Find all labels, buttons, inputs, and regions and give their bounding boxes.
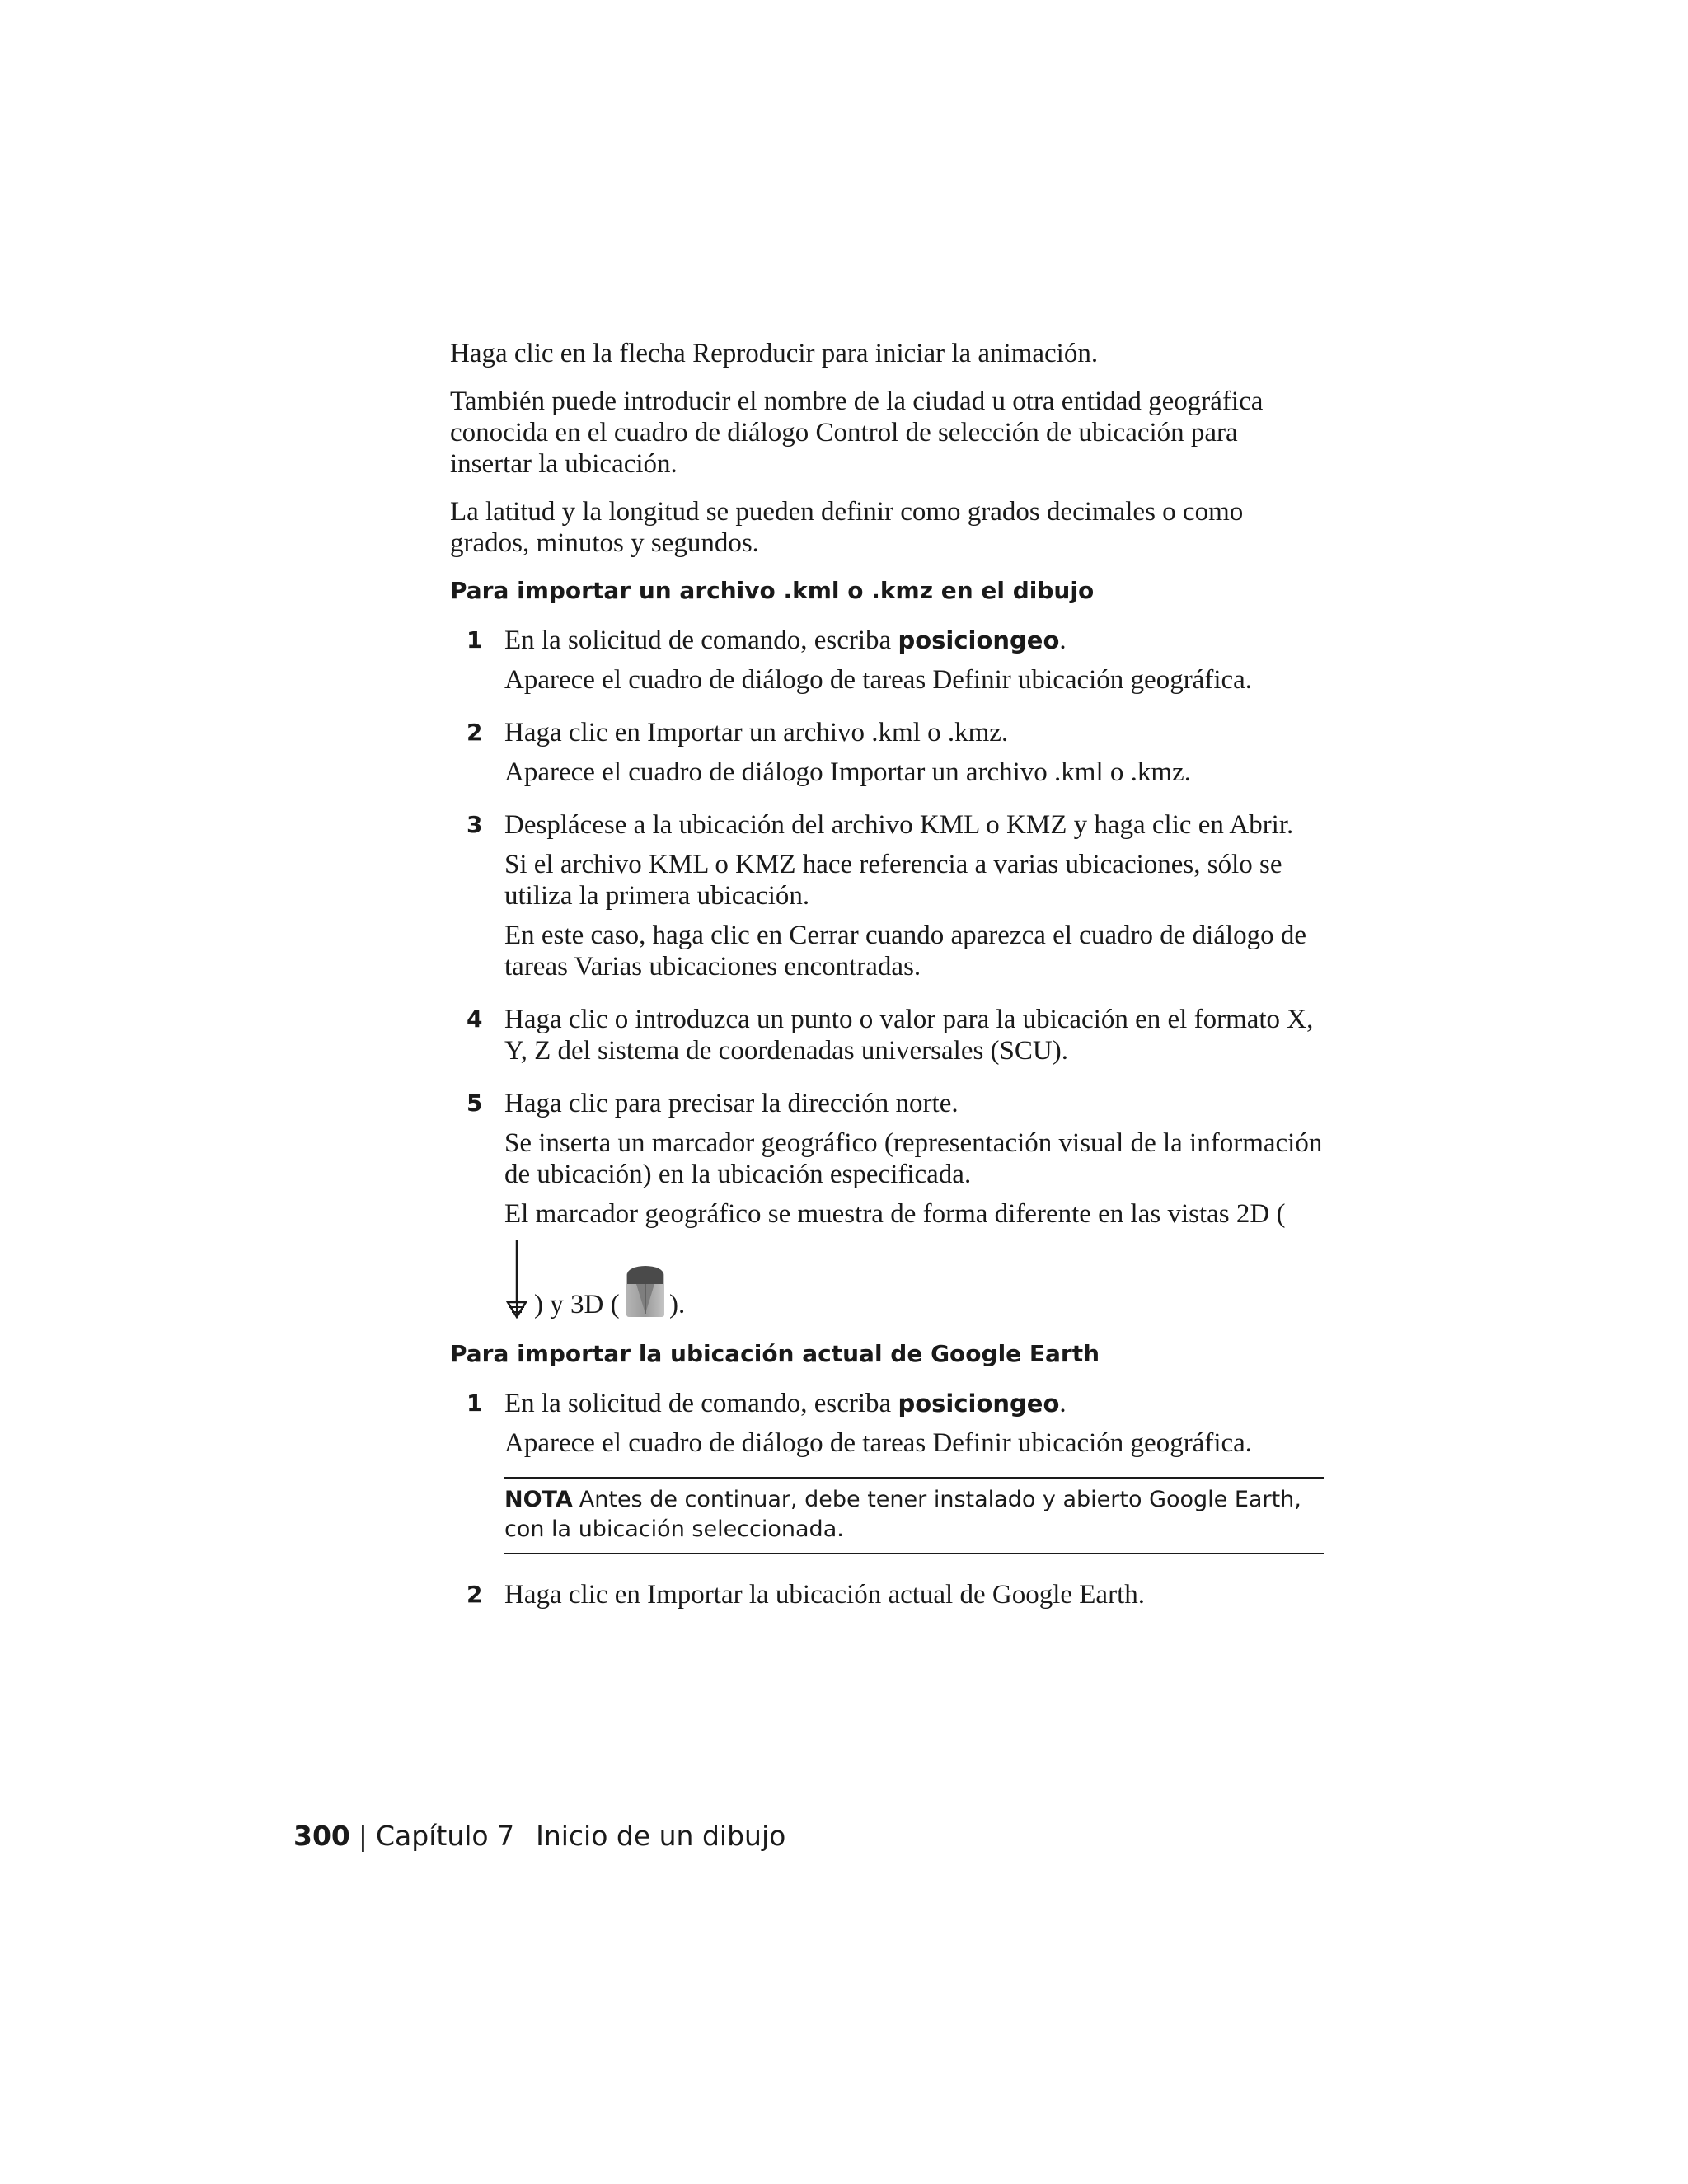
procedure-steps-kml bbox=[450, 625, 1324, 1319]
step-text: Desplácese a la ubicación del archivo KML o KMZ y haga clic en Abrir. bbox=[504, 810, 1294, 840]
step-item bbox=[450, 1088, 1324, 1319]
geo-marker-2d-icon bbox=[504, 1240, 532, 1320]
marker-icons-line bbox=[504, 1233, 1324, 1319]
step-text: Haga clic o introduzca un punto o valor para la ubicación en el formato X, Y, Z del sistema de coordenadas universales (SCU). bbox=[504, 1005, 1314, 1066]
command-name: posiciongeo bbox=[898, 626, 1060, 654]
step-result: Aparece el cuadro de diálogo de tareas Definir ubicación geográfica. bbox=[504, 1428, 1253, 1458]
step-item bbox=[450, 1579, 1324, 1610]
command-name: posiciongeo bbox=[898, 1390, 1060, 1418]
step-result: En este caso, haga clic en Cerrar cuando aparezca el cuadro de diálogo de tareas Varias ubicaciones encontradas. bbox=[504, 921, 1306, 982]
step-result: Aparece el cuadro de diálogo de tareas Definir ubicación geográfica. bbox=[504, 665, 1253, 695]
step-text-before: En la solicitud de comando, escriba bbox=[504, 626, 898, 655]
step-result: El marcador geográfico se muestra de forma diferente en las vistas 2D ( bbox=[504, 1199, 1286, 1229]
step-text: Haga clic en Importar un archivo .kml o .kmz. bbox=[504, 718, 1009, 748]
geo-marker-3d-icon bbox=[625, 1264, 666, 1319]
step-text bbox=[504, 1388, 1324, 1419]
step-text-after: . bbox=[1059, 626, 1067, 655]
chapter-title: Inicio de un dibujo bbox=[536, 1820, 786, 1852]
page-footer bbox=[293, 1820, 785, 1853]
step-item bbox=[450, 717, 1324, 788]
step-result: Se inserta un marcador geográfico (representación visual de la información de ubicación) en la ubicación especificada. bbox=[504, 1128, 1323, 1189]
intro-paragraph-2: También puede introducir el nombre de la ciudad u otra entidad geográfica conocida en el cuadro de diálogo Control de selección de ubicación para insertar la ubicación. bbox=[450, 387, 1264, 479]
step-text-before: En la solicitud de comando, escriba bbox=[504, 1389, 898, 1418]
step-number: 2 bbox=[467, 719, 483, 746]
step-number: 1 bbox=[467, 626, 483, 654]
marker-text-3d: ) y 3D ( bbox=[534, 1290, 620, 1319]
chapter-label: Capítulo 7 bbox=[376, 1820, 515, 1852]
step-number: 3 bbox=[467, 811, 483, 838]
procedure-steps-google-earth bbox=[450, 1388, 1324, 1610]
step-item bbox=[450, 625, 1324, 696]
step-text: Haga clic para precisar la dirección norte. bbox=[504, 1089, 959, 1118]
note-text: Antes de continuar, debe tener instalado y abierto Google Earth, con la ubicación seleccionada. bbox=[504, 1487, 1301, 1542]
step-result: Aparece el cuadro de diálogo Importar un archivo .kml o .kmz. bbox=[504, 757, 1191, 787]
note-label: NOTA bbox=[504, 1487, 573, 1512]
step-number: 2 bbox=[467, 1581, 483, 1608]
page-number: 300 bbox=[293, 1820, 350, 1852]
step-text-after: . bbox=[1059, 1389, 1067, 1418]
intro-paragraph-1: Haga clic en la flecha Reproducir para iniciar la animación. bbox=[450, 339, 1099, 368]
step-item bbox=[450, 1004, 1324, 1066]
marker-text-end: ). bbox=[669, 1290, 686, 1319]
step-number: 5 bbox=[467, 1090, 483, 1117]
step-number: 1 bbox=[467, 1390, 483, 1417]
procedure-heading-google-earth: Para importar la ubicación actual de Google Earth bbox=[450, 1340, 1100, 1367]
intro-paragraph-3: La latitud y la longitud se pueden definir como grados decimales o como grados, minutos y segundos. bbox=[450, 497, 1244, 558]
step-item bbox=[450, 1388, 1324, 1554]
step-text: Haga clic en Importar la ubicación actual de Google Earth. bbox=[504, 1580, 1145, 1610]
footer-separator: | bbox=[358, 1820, 368, 1852]
step-item bbox=[450, 809, 1324, 982]
note-box bbox=[504, 1477, 1324, 1554]
procedure-heading-kml: Para importar un archivo .kml o .kmz en el dibujo bbox=[450, 577, 1095, 604]
step-number: 4 bbox=[467, 1005, 483, 1033]
step-result: Si el archivo KML o KMZ hace referencia a varias ubicaciones, sólo se utiliza la primera ubicación. bbox=[504, 850, 1282, 911]
page-content bbox=[450, 338, 1324, 1632]
step-text bbox=[504, 625, 1324, 656]
